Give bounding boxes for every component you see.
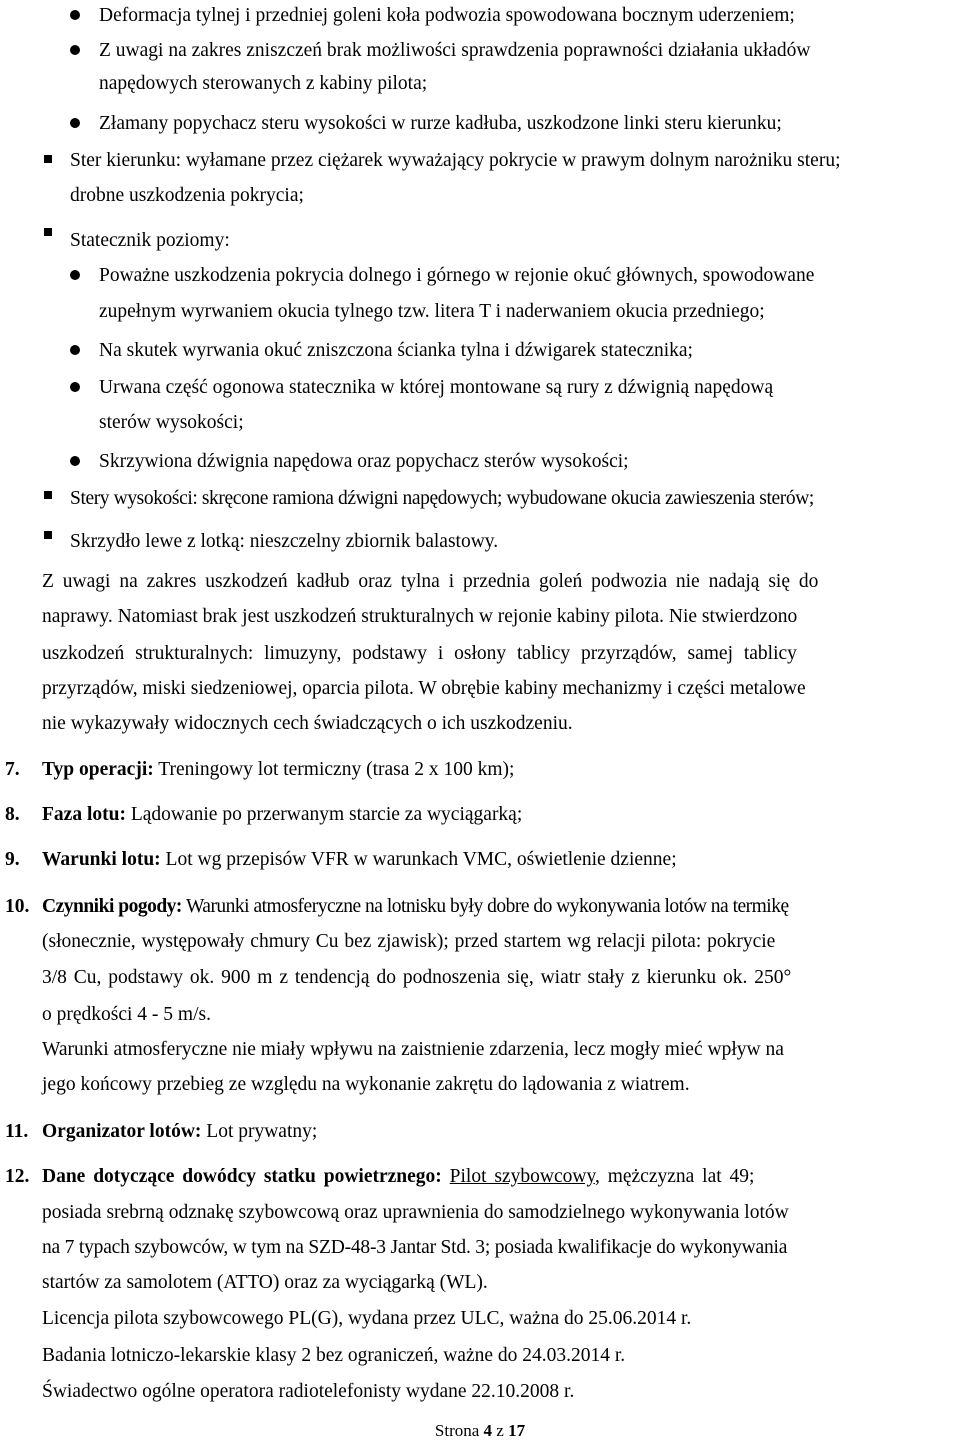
paragraph-line: naprawy. Natomiast brak jest uszkodzeń strukturalnych w rejonie kabiny pilota. Nie stwierdzono (42, 606, 798, 627)
section-line: (słonecznie, występowały chmury Cu bez zjawisk); przed startem wg relacji pilota: pokrycie (42, 931, 776, 952)
section-text: Lądowanie po przerwanym starcie za wyciągarką; (125, 804, 523, 825)
list-item: Poważne uszkodzenia pokrycia dolnego i górnego w rejonie okuć głównych, spowodowane (99, 265, 815, 286)
paragraph-line: nie wykazywały widocznych cech świadczących o ich uszkodzeniu. (42, 713, 573, 734)
list-item: Statecznik poziomy: (70, 230, 230, 251)
paragraph-line: przyrządów, miski siedzeniowej, oparcia pilota. W obrębie kabiny mechanizmy i części metalowe (42, 678, 806, 699)
bullet-dot (70, 345, 80, 355)
section-8 (42, 803, 522, 827)
section-line: posiada srebrną odznakę szybowcową oraz uprawnienia do samodzielnego wykonywania lotów (42, 1202, 789, 1223)
bullet-square (44, 531, 52, 539)
section-text: Lot wg przepisów VFR w warunkach VMC, oświetlenie dzienne; (160, 849, 677, 870)
footer-mid: z (492, 1421, 509, 1440)
list-item: Deformacja tylnej i przedniej goleni koła podwozia spowodowana bocznym uderzeniem; (99, 5, 795, 26)
section-label: Dane dotyczące dowódcy statku powietrznego: (42, 1166, 442, 1187)
section-label: Faza lotu: (42, 804, 126, 825)
section-label: Warunki lotu: (42, 849, 161, 870)
bullet-square (44, 155, 52, 163)
list-item: Skrzydło lewe z lotką: nieszczelny zbiornik balastowy. (70, 531, 499, 552)
bullet-dot (70, 10, 80, 20)
page-number: 4 (483, 1421, 493, 1440)
section-12 (42, 1165, 754, 1189)
bullet-dot (70, 45, 80, 55)
bullet-square (44, 491, 52, 499)
footer-prefix: Strona (434, 1421, 484, 1440)
section-label: Czynniki pogody: (42, 896, 182, 917)
list-item: Urwana część ogonowa statecznika w której montowane są rury z dźwignią napędową (99, 377, 774, 398)
list-item: Z uwagi na zakres zniszczeń brak możliwości sprawdzenia poprawności działania układów (99, 40, 811, 61)
page-total: 17 (508, 1421, 526, 1440)
section-line: startów za samolotem (ATTO) oraz za wyciągarką (WL). (42, 1272, 488, 1293)
section-number: 8. (5, 804, 20, 825)
bullet-square (44, 228, 52, 236)
paragraph-line: uszkodzeń strukturalnych: limuzyny, podstawy i osłony tablicy przyrządów, samej tablicy (42, 643, 797, 664)
bullet-dot (70, 382, 80, 392)
section-7 (42, 758, 514, 782)
section-11 (42, 1120, 317, 1144)
list-item-continuation: zupełnym wyrwaniem okucia tylnego tzw. litera T i naderwaniem okucia przedniego; (99, 301, 765, 322)
section-number: 7. (5, 759, 20, 780)
list-item-continuation: drobne uszkodzenia pokrycia; (70, 185, 304, 206)
section-number: 10. (5, 896, 30, 917)
section-text: Lot prywatny; (201, 1121, 318, 1142)
list-item-continuation: napędowych sterowanych z kabiny pilota; (99, 73, 428, 94)
list-item: Na skutek wyrwania okuć zniszczona ścianka tylna i dźwigarek statecznika; (99, 340, 693, 361)
section-label: Typ operacji: (42, 759, 154, 780)
list-item: Stery wysokości: skręcone ramiona dźwigni napędowych; wybudowane okucia zawieszenia sterów; (70, 488, 814, 509)
page-footer (0, 1420, 960, 1442)
bullet-dot (70, 456, 80, 466)
list-item: Złamany popychacz steru wysokości w rurze kadłuba, uszkodzone linki steru kierunku; (99, 113, 782, 134)
section-line: na 7 typach szybowców, w tym na SZD-48-3 Jantar Std. 3; posiada kwalifikacje do wykonywania (42, 1237, 788, 1258)
section-line: Świadectwo ogólne operatora radiotelefonisty wydane 22.10.2008 r. (42, 1381, 575, 1402)
section-line: Warunki atmosferyczne nie miały wpływu na zaistnienie zdarzenia, lecz mogły mieć wpływ na (42, 1039, 784, 1060)
list-item-continuation: sterów wysokości; (99, 412, 244, 433)
section-10 (42, 895, 789, 919)
list-item: Skrzywiona dźwignia napędowa oraz popychacz sterów wysokości; (99, 451, 629, 472)
paragraph-line: Z uwagi na zakres uszkodzeń kadłub oraz tylna i przednia goleń podwozia nie nadają się do (42, 571, 819, 592)
section-9 (42, 848, 677, 872)
section-line: Licencja pilota szybowcowego PL(G), wydana przez ULC, ważna do 25.06.2014 r. (42, 1308, 692, 1329)
list-item: Ster kierunku: wyłamane przez ciężarek wyważający pokrycie w prawym dolnym narożniku steru; (70, 150, 841, 171)
section-text: , mężczyzna lat 49; (594, 1166, 755, 1187)
section-line: o prędkości 4 - 5 m/s. (42, 1004, 211, 1025)
section-line: jego końcowy przebieg ze względu na wykonanie zakrętu do lądowania z wiatrem. (42, 1074, 690, 1095)
section-text: Treningowy lot termiczny (trasa 2 x 100 km); (153, 759, 515, 780)
section-number: 12. (5, 1166, 30, 1187)
section-number: 11. (5, 1121, 29, 1142)
bullet-dot (70, 270, 80, 280)
section-line: 3/8 Cu, podstawy ok. 900 m z tendencją do podnoszenia się, wiatr stały z kierunku ok. 250° (42, 967, 792, 988)
section-text: Warunki atmosferyczne na lotnisku były dobre do wykonywania lotów na termikę (181, 896, 789, 917)
bullet-dot (70, 118, 80, 128)
section-underlined: Pilot szybowcowy (449, 1166, 595, 1187)
section-number: 9. (5, 849, 20, 870)
section-line: Badania lotniczo-lekarskie klasy 2 bez ograniczeń, ważne do 24.03.2014 r. (42, 1345, 626, 1366)
section-label: Organizator lotów: (42, 1121, 202, 1142)
